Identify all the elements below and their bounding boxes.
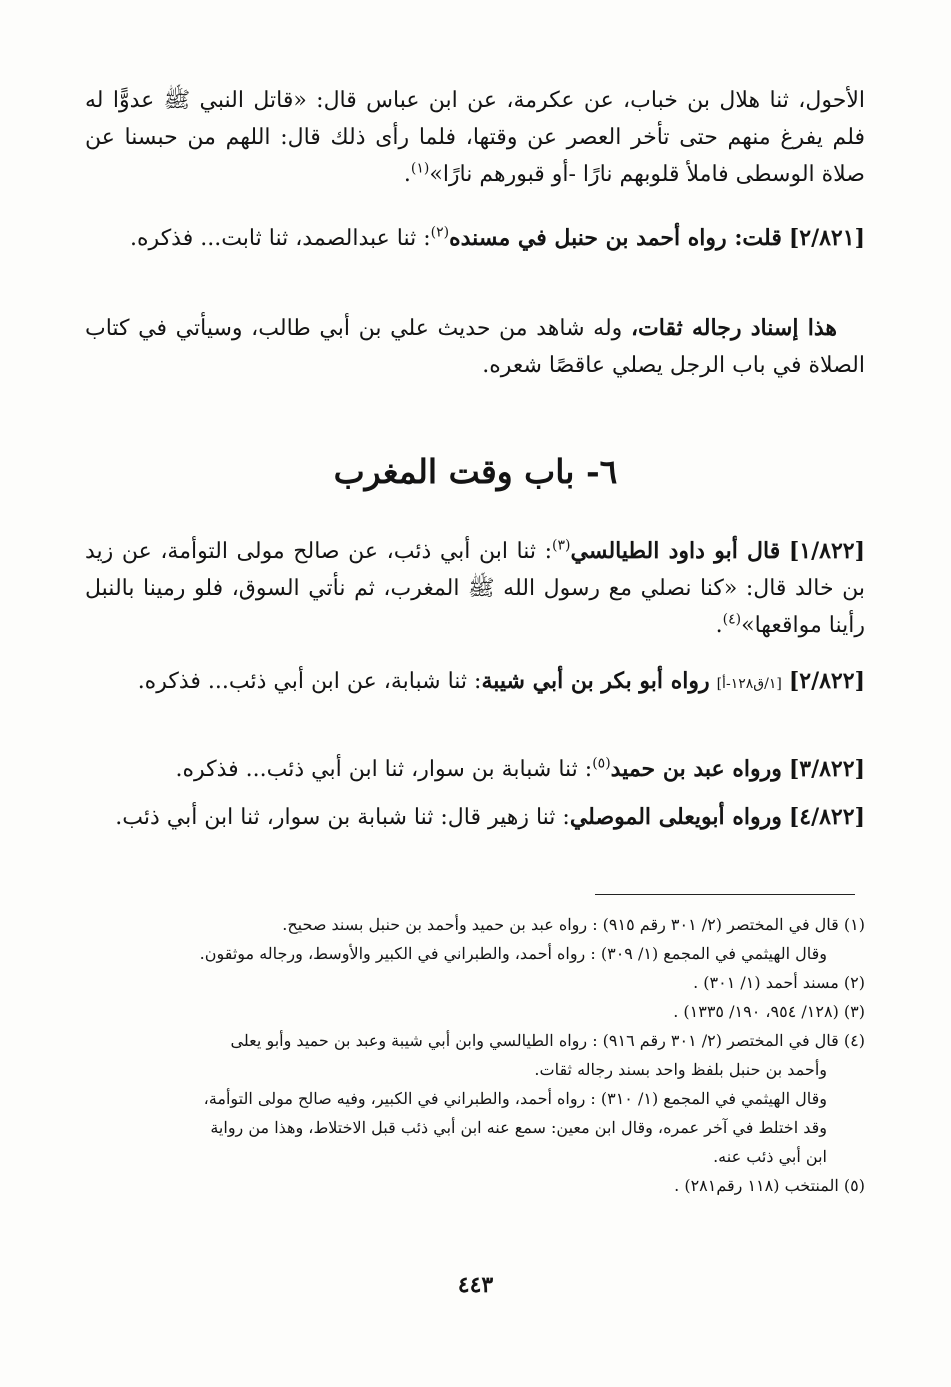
grading-body: وله شاهد من حديث علي بن أبي طالب، وسيأتي في كتاب الصلاة في باب الرجل يصلي عاقصًا شعره. <box>85 316 865 378</box>
entry-822-4 <box>85 799 865 836</box>
footnote-line: وأحمد بن حنبل بلفظ واحد بسند رجاله ثقات. <box>534 1060 827 1079</box>
entry-lead: ورواه عبد بن حميد <box>610 756 782 782</box>
entry-text <box>85 799 865 836</box>
paragraph-text <box>85 82 865 193</box>
entry-lead: ورواه أبويعلى الموصلي <box>569 804 782 830</box>
footnotes <box>85 910 865 1200</box>
sentence-end: . <box>403 162 411 187</box>
entry-body: : ثنا عبدالصمد، ثنا ثابت... فذكره. <box>130 226 431 251</box>
entry-body: : ثنا زهير قال: ثنا شبابة بن سوار، ثنا ابن أبي ذئب. <box>115 805 570 830</box>
grading-text <box>85 310 865 384</box>
sentence-end: . <box>715 613 723 638</box>
hadith-text: الأحول، ثنا هلال بن خباب، عن عكرمة، عن ابن عباس قال: «قاتل النبي ﷺ عدوًّا له فلم يفرغ منهم حتى تأخر العصر عن وقتها، فلما رأى ذلك قال: اللهم من حبسنا عن صلاة الوسطى فاملأ قلوبهم نارًا -أو قبورهم نارًا» <box>85 88 865 187</box>
entry-number: [٣/٨٢٢] <box>788 756 865 782</box>
footnote-line: وقال الهيثمي في المجمع (١/ ٣١٠) : رواه أحمد، والطبراني في الكبير، وفيه صالح مولى التوأمة، <box>203 1089 827 1108</box>
entry-number: [٤/٨٢٢] <box>788 804 865 830</box>
footnote-marker: (٥) <box>592 755 611 772</box>
entry-822-3 <box>85 751 865 788</box>
footnote-line: (٣) (١٢٨/ ٩٥٤، ١٩٠/ ١٣٣٥) . <box>673 1002 865 1021</box>
entry-number: [٢/٨٢١] <box>788 225 865 251</box>
footnote-line: وقال الهيثمي في المجمع (١/ ٣٠٩) : رواه أحمد، والطبراني في الكبير والأوسط، ورجاله موثقون. <box>199 944 827 963</box>
entry-number: [٢/٨٢٢] <box>788 668 865 694</box>
footnote-marker: (٣) <box>552 537 571 554</box>
manuscript-note: [١/ق١٢٨-أ] <box>716 676 782 692</box>
footnote-marker: (٢) <box>430 224 450 241</box>
footnote-line: (٢) مسند أحمد (١/ ٣٠١) . <box>693 973 865 992</box>
entry-822-2 <box>85 663 865 703</box>
entry-text <box>85 663 865 703</box>
footnote-line: وقد اختلط في آخر عمره، وقال ابن معين: سمع عنه ابن أبي ذئب قبل الاختلاط، وهذا من رواية <box>210 1118 827 1137</box>
footnote-marker: (١) <box>410 160 430 177</box>
entry-text <box>85 220 865 257</box>
footnote-marker: (٤) <box>722 611 742 628</box>
page-number: ٤٤٣ <box>457 1272 494 1298</box>
entry-body: : ثنا شبابة بن سوار، ثنا ابن أبي ذئب... فذكره. <box>175 757 593 782</box>
entry-821-2 <box>85 220 865 257</box>
footnote-line: ابن أبي ذئب عنه. <box>713 1147 827 1166</box>
entry-822-1 <box>85 533 865 644</box>
grading-lead: هذا إسناد رجاله ثقات، <box>630 315 837 341</box>
entry-lead: رواه أبو بكر بن أبي شيبة <box>481 668 710 694</box>
entry-number: [١/٨٢٢] <box>788 538 866 564</box>
footnote-line: (١) قال في المختصر (٢/ ٣٠١ رقم ٩١٥) : رواه عبد بن حميد وأحمد بن حنبل بسند صحيح. <box>282 915 865 934</box>
entry-lead: قلت: رواه أحمد بن حنبل في مسنده <box>449 225 782 251</box>
footnote-line: (٥) المنتخب (١١٨ رقم٢٨١) . <box>674 1176 865 1195</box>
chapter-heading: ٦- باب وقت المغرب <box>333 452 618 491</box>
entry-text <box>85 533 865 644</box>
entry-body: : ثنا شبابة، عن ابن أبي ذئب... فذكره. <box>137 669 482 694</box>
footnote-divider <box>595 894 855 895</box>
entry-body: : ثنا ابن أبي ذئب، عن صالح مولى التوأمة، عن زيد بن خالد قال: «كنا نصلي مع رسول الله ﷺ المغرب، ثم نأتي السوق، فلو رمينا بالنبل رأينا مواقعها» <box>85 539 865 638</box>
footnote-line: (٤) قال في المختصر (٢/ ٣٠١ رقم ٩١٦) : رواه الطيالسي وابن أبي شيبة وعبد بن حميد وأبو يعلى <box>230 1031 865 1050</box>
entry-lead: قال أبو داود الطيالسي <box>570 538 781 564</box>
entry-text <box>85 751 865 788</box>
paragraph-continuation <box>85 82 865 193</box>
grading-paragraph <box>85 310 865 384</box>
